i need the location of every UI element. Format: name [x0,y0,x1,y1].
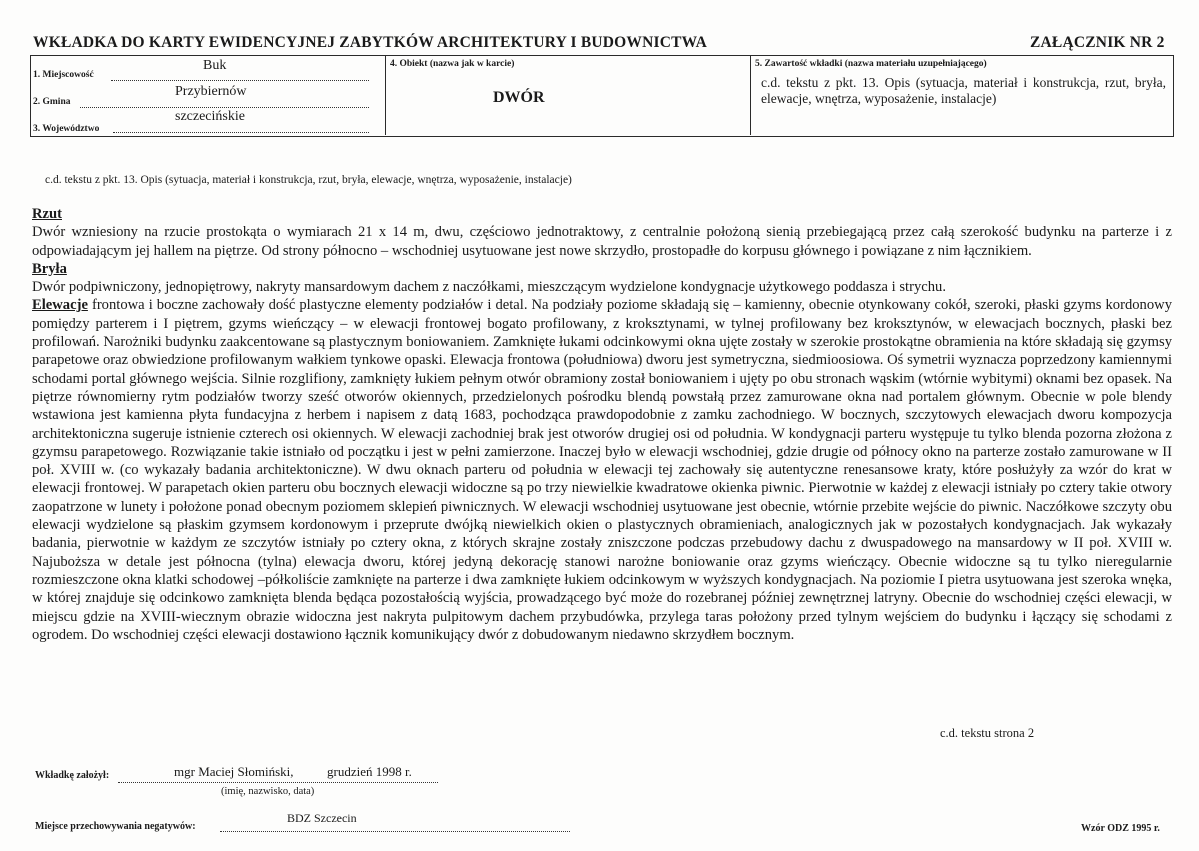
elewacje-heading: Elewacje [32,297,88,314]
rzut-heading: Rzut [32,206,62,222]
object-label: 4. Obiekt (nazwa jak w karcie) [390,59,515,69]
author-value: mgr Maciej Słomiński, [174,764,294,779]
negatives-value: BDZ Szczecin [287,811,357,825]
author-label: Wkładkę założył: [35,770,110,781]
commune-label: 2. Gmina [33,97,71,107]
form-id: Wzór ODZ 1995 r. [1081,823,1160,834]
elewacje-paragraph [32,296,1172,644]
rzut-text: Dwór wzniesiony na rzucie prostokąta o wymiarach 21 x 14 m, dwu, częściowo jednotraktowy, z centralnie położoną sienią przebiegającą przez całą szerokość budynku na parterze i z odpowiadającym jej hallem na piętrze. Od strony północno – wschodniej usytuowane jest nowe skrzydło, prostopadłe do korpusu głównego i powiązane z nim łącznikiem. [32,224,1172,259]
divider-2 [750,55,751,135]
commune-dots [80,107,369,108]
voivodeship-value: szczecińskie [175,109,245,124]
annex-label: ZAŁĄCZNIK NR 2 [1030,34,1165,51]
negatives-label: Miejsce przechowywania negatywów: [35,821,196,832]
date-value: grudzień 1998 r. [327,764,412,779]
object-value: DWÓR [493,89,545,106]
description-body [32,205,1172,644]
place-label: 1. Miejscowość [33,70,94,80]
negatives-dots [220,831,570,832]
contents-value: c.d. tekstu z pkt. 13. Opis (sytuacja, materiał i konstrukcja, rzut, bryła, elewacje, wnętrza, wyposażenie, instalacje) [761,75,1166,106]
continuation-note: c.d. tekstu z pkt. 13. Opis (sytuacja, materiał i konstrukcja, rzut, bryła, elewacje, wnętrza, wyposażenie, instalacje) [45,174,572,186]
bryla-text: Dwór podpiwniczony, jednopiętrowy, nakryty mansardowym dachem z naczółkami, mieszczącym wydzielone kondygnacje użytkowego poddasza i strychu. [32,279,946,296]
elewacje-text: frontowa i boczne zachowały dość plastyczne elementy podziałów i detal. Na podziały poziome składają się – kamienny, obecnie otynkowany cokół, szeroki, płaski gzyms kordonowy pomiędzy parterem i I piętrem, gzyms wieńczący – w elewacji frontowej bogato profilowany, z kroksztynami, w tylnej profilowany bez kroksztynów, w elewacjach bocznych, płaski bez profilowań. Narożniki budynku zaakcentowane są plastycznym boniowaniem. Zamknięte łukami odcinkowymi okna ujęte zostały w szerokie prostokątne obramienia na które składają się gzymsy parapetowe oraz obwiedzione profilowanym wałkiem tynkowe opaski. Elewacja frontowa (południowa) dworu jest symetryczna, siedmioosiowa. Oś symetrii wyznacza poprzedzony kamiennymi schodami portal głównego wejścia. Silnie rozglifiony, zamknięty łukiem pełnym otwór obramiony został boniowaniem i ujęty po obu stronach wąskim (wtórnie wybitymi) oknami bez opasek. Na piętrze równomierny rytm podziałów tworzy sześć otworów okiennych, przedzielonych pośrodku blendą powstałą przez zamurowane okna nad portalem głównym. Obecnie w pole blendy wstawiona jest kamienna płyta fundacyjna z herbem i napisem z datą 1683, pochodząca prawdopodobnie z zamku zachodniego. W bocznych, szczytowych elewacjach dworu kompozycja architektoniczna sugeruje istnienie czterech osi okiennych. W elewacji zachodniej brak jest otworów drugiej osi od południa. W kondygnacji parteru występuje tu tylko blenda pozorna złożona z gzymsu parapetowego. Rozwiązanie takie istniało od początku i jest w pełni zamierzone. Inaczej było w elewacji wschodniej, gdzie drugie od północy okno na parterze zostało zamurowane w II poł. XVIII w. (co wykazały badania architektoniczne). W dwu oknach parteru od południa w elewacji tej zachowały się autentyczne renesansowe kraty, które posłużyły za wzór do krat w elewacji frontowej. W parapetach okien parteru obu bocznych elewacji widoczne są po trzy niewielkie kwadratowe okienka piwnic. Pierwotnie w każdej z elewacji istniały po cztery takie otwory zaopatrzone w lunety i położone ponad obecnym poziomem sklepień piwnicznych. W elewacji wschodniej usytuowane jest obecnie, wtórnie przebite wejście do piwnic. Naczółkowe szczyty obu elewacji wydzielone są płaskim gzymsem kordonowym i przeprute dwójką niewielkich okien o plastycznych obramieniach, analogicznych jak w pozostałych kondygnacjach. Jak wykazały badania, pierwotnie w każdym ze szczytów istniały po cztery okna, z których skrajne zostały zniszczone podczas przebudowy dachu z dwuspadowego na mansardowy w II poł. XVIII w. Najuboższa w detale jest północna (tylna) elewacja dworu, której jedyną dekorację stanowi narożne boniowanie oraz gzyms wieńczący. Obecnie widoczne są tu tylko nieregularnie rozmieszczone okna klatki schodowej –półkoliście zamknięte na parterze i dwa zamknięte łukiem odcinkowym w wyższych kondygnacjach. Na poziomie I pietra usytuowana jest szeroka wnęka, w której znajduje się odcinkowo zamknięta blenda będąca pozostałością wyjścia, prowadzącego być może do rozebranej później zewnętrznej latryny. Obecnie do wschodniej części elewacji, w miejscu gdzie na XVIII-wiecznym obrazie widoczna jest nakryta pulpitowym dachem przybudówka, przylega taras położony przed tylnym wejściem do budynku i łączący się schodami z ogrodem. Do wschodniej części elewacji dostawiono łącznik komunikujący dwór z dobudowanym niedawno skrzydłem bocznym. [32,297,1172,643]
voivodeship-dots [113,132,369,133]
author-dots [118,782,438,783]
bryla-heading: Bryła [32,260,67,277]
divider-1 [385,55,386,135]
voivodeship-label: 3. Województwo [33,124,100,134]
continued-page-note: c.d. tekstu strona 2 [940,726,1035,740]
place-value: Buk [203,58,227,73]
place-dots [111,80,369,81]
form-title: WKŁADKA DO KARTY EWIDENCYJNEJ ZABYTKÓW ARCHITEKTURY I BUDOWNICTWA [33,34,708,51]
commune-value: Przybiernów [175,84,247,99]
contents-label: 5. Zawartość wkładki (nazwa materiału uzupełniającego) [755,59,987,69]
author-hint: (imię, nazwisko, data) [221,786,315,797]
